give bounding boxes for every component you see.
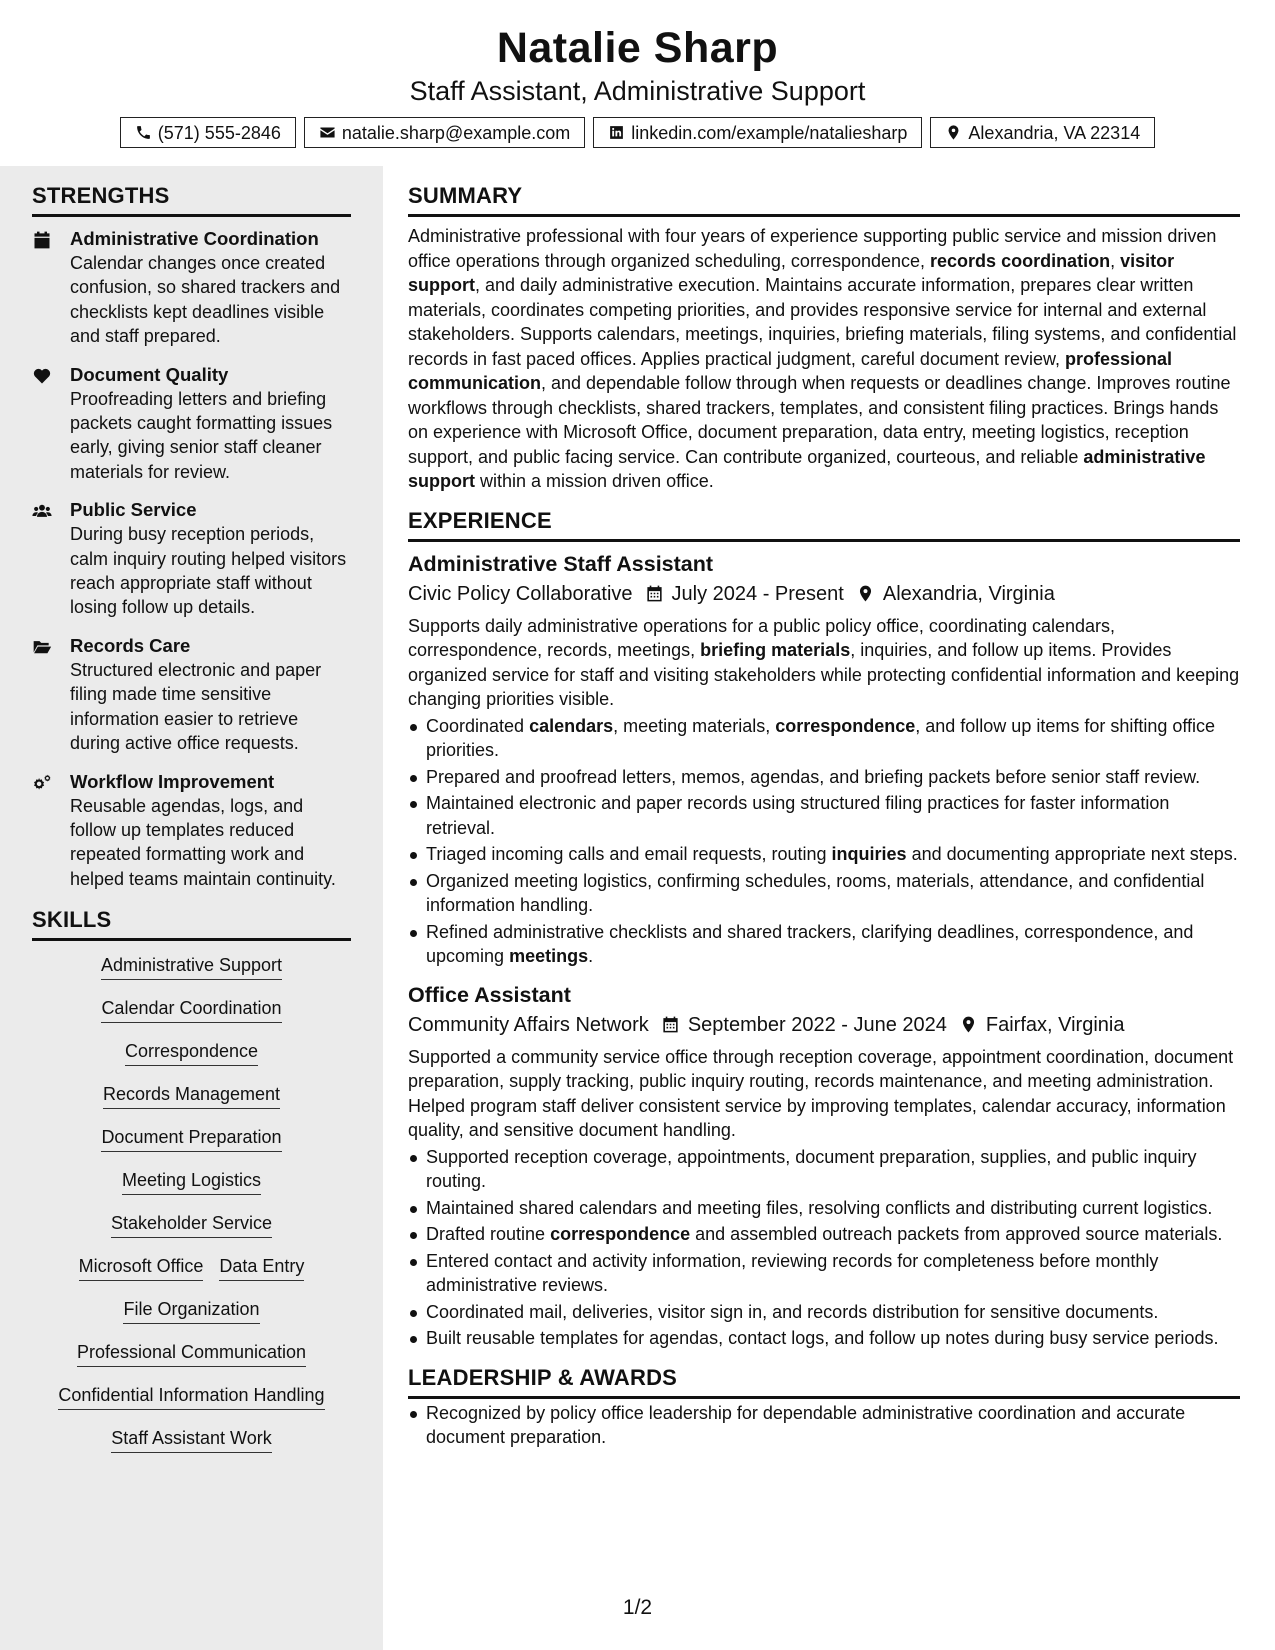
phone-text: (571) 555-2846: [157, 122, 281, 143]
strength-title: Document Quality: [70, 363, 229, 385]
calendar-icon: [645, 584, 664, 603]
bullet-item: Organized meeting logistics, confirming schedules, rooms, materials, attendance, and confidential information handling.: [408, 869, 1240, 918]
calendar-icon: [32, 230, 52, 250]
strength-title: Records Care: [70, 634, 191, 656]
strengths-heading: STRENGTHS: [32, 181, 351, 217]
job-meta: [408, 580, 1240, 608]
skill-tag: File Organization: [123, 1297, 259, 1324]
job-title: Administrative Staff Assistant: [408, 551, 714, 576]
users-icon: [32, 501, 52, 521]
map-pin-icon: [959, 1015, 978, 1034]
page-number: 1/2: [622, 1596, 653, 1619]
strength-desc: Calendar changes once created confusion, so shared trackers and checklists kept deadlines visible and staff prepared.: [70, 253, 341, 347]
skill-tag: Data Entry: [219, 1254, 304, 1281]
contact-phone[interactable]: [120, 117, 296, 148]
strengths-list: [32, 227, 351, 891]
linkedin-icon: [608, 124, 625, 141]
bullet-item: Supported reception coverage, appointments, document preparation, supplies, and public inquiry routing.: [408, 1145, 1240, 1194]
bullet-item: Built reusable templates for agendas, contact logs, and follow up notes during busy service periods.: [408, 1326, 1240, 1351]
contact-linkedin[interactable]: [593, 117, 922, 148]
skill-tag: Stakeholder Service: [111, 1211, 272, 1238]
strength-item: [32, 770, 351, 892]
bullet-item: Coordinated mail, deliveries, visitor sign in, and records distribution for sensitive documents.: [408, 1300, 1240, 1325]
skills-list: [32, 953, 351, 1469]
job-title: Office Assistant: [408, 982, 571, 1007]
skill-tag: Document Preparation: [101, 1125, 281, 1152]
bullet-item: Entered contact and activity information, reviewing records for completeness before monthly administrative reviews.: [408, 1249, 1240, 1298]
linkedin-text: linkedin.com/example/nataliesharp: [631, 122, 908, 143]
envelope-icon: [319, 124, 336, 141]
job-dates: September 2022 - June 2024: [687, 1013, 947, 1036]
job-bullets: [408, 1145, 1240, 1351]
strength-desc: During busy reception periods, calm inquiry routing helped visitors reach appropriate staff without losing follow up details.: [70, 524, 347, 618]
skill-tag: Correspondence: [125, 1039, 258, 1066]
summary-heading: SUMMARY: [408, 181, 1240, 217]
job-entry: [408, 981, 1240, 1351]
strength-desc: Reusable agendas, logs, and follow up templates reduced repeated formatting work and helped teams maintain continuity.: [70, 795, 336, 889]
right-column: [408, 181, 1240, 1452]
job-bullets: [408, 714, 1240, 969]
map-pin-icon: [856, 584, 875, 603]
strength-title: Public Service: [70, 499, 197, 521]
job-company: Community Affairs Network: [408, 1013, 649, 1036]
contact-location[interactable]: [930, 117, 1155, 148]
bullet-item: Drafted routine correspondence and assembled outreach packets from approved source materials.: [408, 1222, 1240, 1247]
job-entry: [408, 550, 1240, 969]
phone-icon: [135, 124, 152, 141]
bullet-item: Triaged incoming calls and email requests, routing inquiries and documenting appropriate next steps.: [408, 842, 1240, 867]
bullet-item: Maintained shared calendars and meeting files, resolving conflicts and distributing current logistics.: [408, 1196, 1240, 1221]
resume-header: [0, 22, 1275, 148]
skill-tag: Staff Assistant Work: [111, 1426, 271, 1453]
strength-desc: Structured electronic and paper filing made time sensitive information easier to retrieve during active office requests.: [70, 659, 322, 754]
strength-item: [32, 498, 351, 620]
skill-tag: Calendar Coordination: [101, 996, 281, 1023]
skill-tag: Microsoft Office: [79, 1254, 204, 1281]
skills-heading: SKILLS: [32, 905, 351, 941]
heart-icon: [32, 366, 52, 386]
calendar-icon: [661, 1015, 680, 1034]
leadership-heading: LEADERSHIP & AWARDS: [408, 1363, 1240, 1399]
strength-item: [32, 634, 351, 756]
contact-bar: [0, 117, 1275, 148]
job-dates: July 2024 - Present: [671, 582, 844, 605]
strength-title: Administrative Coordination: [70, 228, 319, 249]
bullet-item: Maintained electronic and paper records using structured filing practices for faster information retrieval.: [408, 791, 1240, 840]
job-location: Fairfax, Virginia: [985, 1013, 1125, 1036]
bullet-item: Prepared and proofread letters, memos, agendas, and briefing packets before senior staff review.: [408, 765, 1240, 790]
location-text: Alexandria, VA 22314: [968, 122, 1141, 143]
map-pin-icon: [945, 124, 962, 141]
strength-desc: Proofreading letters and briefing packets caught formatting issues early, giving senior staff cleaner materials for review.: [70, 388, 333, 482]
leadership-bullets: [408, 1401, 1240, 1450]
job-company: Civic Policy Collaborative: [408, 582, 633, 605]
bullet-item: Refined administrative checklists and shared trackers, clarifying deadlines, correspondence, and upcoming meetings.: [408, 920, 1240, 969]
job-description: Supports daily administrative operations for a public policy office, coordinating calendars, correspondence, records, meetings, briefing materials, inquiries, and follow up items. Provides organized service for staff and visiting stakeholders while protecting confidential information and keeping changing priorities visible.: [408, 615, 1240, 709]
job-location: Alexandria, Virginia: [882, 582, 1055, 605]
strength-title: Workflow Improvement: [70, 770, 275, 792]
strength-item: [32, 363, 351, 485]
skill-tag: Confidential Information Handling: [58, 1383, 324, 1410]
email-text: natalie.sharp@example.com: [341, 122, 571, 143]
bullet-item: Recognized by policy office leadership for dependable administrative coordination and accurate document preparation.: [408, 1401, 1240, 1450]
skill-tag: Meeting Logistics: [122, 1168, 261, 1195]
summary-text: Administrative professional with four years of experience supporting public service and mission driven office operations through organized scheduling, correspondence, records coordination, visitor support, and daily administrative execution. Maintains accurate information, prepares clear written materials, coordinates competing priorities, and provides responsive service for internal and external stakeholders. Supports calendars, meetings, inquiries, briefing materials, filing systems, and confidential records in fast paced offices. Applies practical judgment, careful document review, professional communication, and dependable follow through when requests or deadlines change. Improves routine workflows through checklists, shared trackers, templates, and consistent filing practices. Brings hands on experience with Microsoft Office, document preparation, data entry, meeting logistics, reception support, and public facing service. Can contribute organized, courteous, and reliable administrative support within a mission driven office.: [408, 226, 1237, 491]
cogs-icon: [32, 773, 52, 793]
candidate-title: Staff Assistant, Administrative Support: [409, 76, 866, 106]
bullet-item: Coordinated calendars, meeting materials, correspondence, and follow up items for shifting office priorities.: [408, 714, 1240, 763]
contact-email[interactable]: [304, 117, 585, 148]
candidate-name: Natalie Sharp: [496, 24, 779, 72]
job-meta: [408, 1011, 1240, 1039]
experience-heading: EXPERIENCE: [408, 506, 1240, 542]
folder-icon: [32, 637, 52, 657]
skill-tag: Administrative Support: [101, 953, 282, 980]
skill-tag: Professional Communication: [77, 1340, 306, 1367]
job-description: Supported a community service office through reception coverage, appointment coordination, document preparation, supply tracking, public inquiry routing, records maintenance, and meeting administration. Helped program staff deliver consistent service by improving templates, calendar accuracy, information quality, and sensitive document handling.: [408, 1046, 1234, 1140]
strength-item: [32, 227, 351, 349]
skill-tag: Records Management: [103, 1082, 280, 1109]
left-column: [32, 181, 351, 1469]
